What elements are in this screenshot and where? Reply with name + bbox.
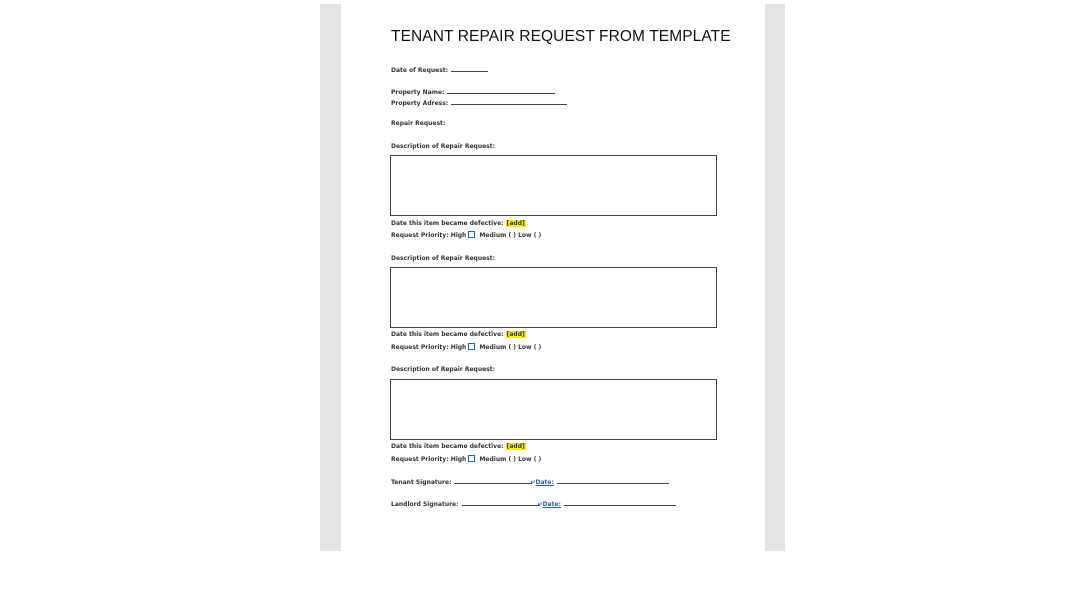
return-arrow-icon: ↵ bbox=[530, 479, 536, 486]
priority-low-1[interactable]: Low ( ) bbox=[518, 232, 542, 239]
property-name-label: Property Name: bbox=[391, 89, 445, 96]
defective-value-2[interactable]: [add] bbox=[506, 331, 525, 338]
landlord-signature-line bbox=[391, 499, 676, 509]
tenant-signature-line bbox=[391, 477, 669, 487]
priority-high-checkbox-1[interactable] bbox=[468, 231, 475, 238]
page-gutter-right bbox=[765, 4, 785, 551]
property-address-blank[interactable] bbox=[451, 98, 567, 105]
repair-request-heading: Repair Request: bbox=[391, 120, 446, 127]
return-arrow-icon: ↵ bbox=[537, 501, 543, 508]
priority-low-2[interactable]: Low ( ) bbox=[518, 344, 542, 351]
defective-label-3: Date this item became defective: bbox=[391, 443, 504, 450]
priority-high-checkbox-2[interactable] bbox=[468, 343, 475, 350]
property-name-blank[interactable] bbox=[447, 87, 555, 94]
document-title: TENANT REPAIR REQUEST FROM TEMPLATE bbox=[391, 28, 731, 45]
landlord-signature-label: Landlord Signature: bbox=[391, 501, 459, 508]
defective-label-1: Date this item became defective: bbox=[391, 220, 504, 227]
page-gutter-left bbox=[320, 4, 341, 551]
date-of-request-line bbox=[391, 65, 488, 75]
priority-label-1: Request Priority: bbox=[391, 232, 449, 239]
priority-line-3 bbox=[391, 455, 541, 464]
priority-high-checkbox-3[interactable] bbox=[468, 455, 475, 462]
property-name-line bbox=[391, 87, 555, 97]
priority-medium-3[interactable]: Medium ( ) bbox=[479, 456, 517, 463]
priority-label-2: Request Priority: bbox=[391, 344, 449, 351]
priority-high-3: High bbox=[450, 456, 467, 463]
priority-line-2 bbox=[391, 343, 541, 352]
defective-value-3[interactable]: [add] bbox=[506, 443, 525, 450]
date-of-request-label: Date of Request: bbox=[391, 67, 449, 74]
document-page bbox=[341, 4, 765, 551]
defective-value-1[interactable]: [add] bbox=[506, 220, 525, 227]
priority-low-3[interactable]: Low ( ) bbox=[518, 456, 542, 463]
landlord-date-label: Date: bbox=[542, 501, 561, 508]
defective-label-2: Date this item became defective: bbox=[391, 331, 504, 338]
tenant-signature-blank[interactable] bbox=[454, 477, 532, 484]
tenant-date-blank[interactable] bbox=[557, 477, 669, 484]
priority-high-2: High bbox=[450, 344, 467, 351]
priority-medium-2[interactable]: Medium ( ) bbox=[479, 344, 517, 351]
defective-line-2 bbox=[391, 331, 526, 339]
description-box-3[interactable] bbox=[390, 379, 717, 440]
description-label-2: Description of Repair Request: bbox=[391, 255, 496, 262]
description-label-3: Description of Repair Request: bbox=[391, 366, 496, 373]
defective-line-3 bbox=[391, 443, 526, 451]
property-address-line bbox=[391, 98, 567, 108]
defective-line-1 bbox=[391, 220, 526, 228]
description-label-1: Description of Repair Request: bbox=[391, 143, 496, 150]
tenant-date-label: Date: bbox=[535, 479, 554, 486]
priority-high-1: High bbox=[450, 232, 467, 239]
description-box-2[interactable] bbox=[390, 267, 717, 328]
description-box-1[interactable] bbox=[390, 155, 717, 216]
priority-label-3: Request Priority: bbox=[391, 456, 449, 463]
priority-medium-1[interactable]: Medium ( ) bbox=[479, 232, 517, 239]
tenant-signature-label: Tenant Signature: bbox=[391, 479, 452, 486]
date-of-request-blank[interactable] bbox=[451, 65, 488, 72]
landlord-signature-blank[interactable] bbox=[462, 499, 540, 506]
priority-line-1 bbox=[391, 231, 541, 240]
landlord-date-blank[interactable] bbox=[564, 499, 676, 506]
property-address-label: Property Adress: bbox=[391, 100, 449, 107]
